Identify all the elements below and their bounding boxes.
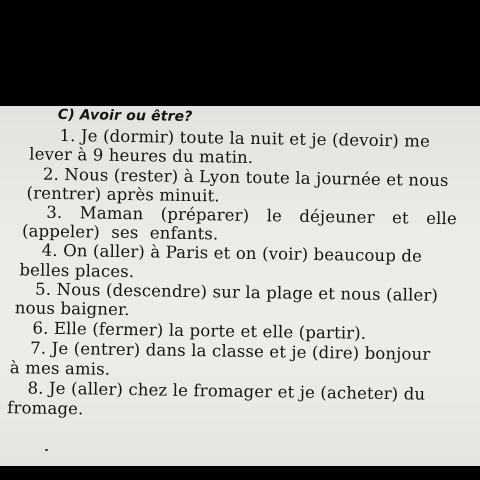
exercise-line: 7. Je (entrer) dans la classe et je (dire) bonjour bbox=[30, 338, 431, 364]
exercise-line: 4. On (aller) à Paris et on (voir) beaucoup de bbox=[41, 240, 423, 266]
exercise-line: 1. Je (dormir) toute la nuit et je (devoir) me bbox=[59, 125, 431, 151]
exercise-line: nous baigner. bbox=[14, 298, 130, 320]
dark-background-bottom bbox=[0, 466, 480, 480]
exercise-line: à mes amis. bbox=[9, 358, 111, 379]
page-speck bbox=[45, 449, 48, 451]
dark-background-top bbox=[0, 0, 480, 106]
exercise-line: 8. Je (aller) chez le fromager et je (acheter) du bbox=[27, 378, 426, 404]
exercise-line: (appeler) ses enfants. bbox=[21, 221, 219, 244]
exercise-line: belles places. bbox=[19, 260, 135, 282]
exercise-line: 5. Nous (descendre) sur la plage et nous (aller) bbox=[34, 279, 439, 305]
exercise-block bbox=[0, 106, 480, 466]
exercise-line: 3. Maman (préparer) le déjeuner et elle bbox=[46, 202, 458, 229]
exercise-line: lever à 9 heures du matin. bbox=[29, 144, 254, 167]
exercise-line: 6. Elle (fermer) la porte et elle (partir). bbox=[32, 318, 367, 343]
exercise-heading: C) Avoir ou être? bbox=[57, 106, 193, 126]
exercise-line: fromage. bbox=[7, 398, 84, 419]
exercise-line: 2. Nous (rester) à Lyon toute la journée et nous bbox=[42, 164, 449, 191]
exercise-line: (rentrer) après minuit. bbox=[26, 183, 220, 206]
textbook-page bbox=[0, 106, 480, 466]
